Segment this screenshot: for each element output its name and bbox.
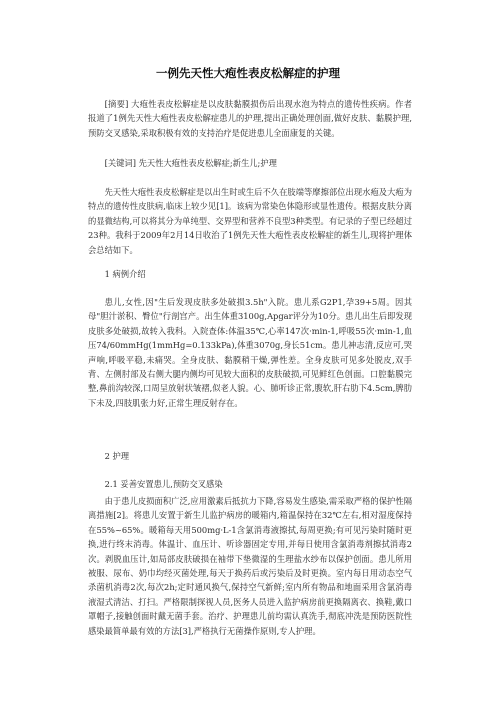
- intro-paragraph: 先天性大疱性表皮松解症是以出生时或生后不久在肢端等摩擦部位出现水疱及大疱为特点的遗传性皮肤病,临床上较少见[1]。该病为常染色体隐形或显性遗传。根据皮肤分离的显微结构,可以将其分为单纯型、交界型和营养不良型3种类型。有记录的子型已经超过23种。我科于2009年2月14日收治了1例先天性大疱性表皮松解症的新生儿,现将护理体会总结如下。: [88, 187, 412, 255]
- section-heading-case: 1 病例介绍: [104, 269, 146, 279]
- subsection-heading-isolation: 2.1 妥善安置患儿,预防交叉感染: [104, 479, 223, 489]
- abstract-paragraph: [摘要] 大疱性表皮松解症是以皮肤黏膜损伤后出现水泡为特点的遗传性疾病。作者报道了1例先天性大疱性表皮松解症患儿的护理,提出正确处理创面,做好皮肤、黏膜护理,预防交叉感染,采取积极有效的支持治疗是促进患儿全面康复的关键。: [88, 99, 412, 138]
- paper-title: 一例先天性大疱性表皮松解症的护理: [156, 66, 340, 80]
- case-paragraph: 患儿,女性,因"生后发现皮肤多处破损3.5h"入院。患儿系G2P1,孕39+5周。因其母"胆汁淤积、臀位"行剖宫产。出生体重3100g,Apgar评分为10分。患儿出生后即发现皮肤多处破损,故转入我科。入院查体:体温35℃,心率147次·min-1,呼吸55次·min-1,血压74/60mmHg(1mmHg=0.133kPa),体重3070g,身长51cm。患儿神志清,反应可,哭声响,呼吸平稳,未痛哭。全身皮肤、黏膜稍干燥,弹性差。全身皮肤可见多处脱皮,双手背、左侧肘部及右侧大腿内侧均可见较大面积的皮肤破损,可见鲜红色创面。口腔黏膜完整,鼻前沟较深,口周呈放射状皱褶,似老人貌。心、肺听诊正常,腹软,肝右肋下4.5cm,脾肋下未及,四肢肌张力好,正常生理反射存在。: [88, 297, 412, 408]
- section-heading-care: 2 护理: [104, 451, 130, 461]
- care-paragraph: 由于患儿皮损面积广泛,应用激素后抵抗力下降,容易发生感染,需采取严格的保护性隔离措施[2]。将患儿安置于新生儿监护病房的暖箱内,箱温保持在32℃左右,相对湿度保持在55%~65%。暖箱每天用500mg·L-1含氯消毒液擦拭,每周更换;有可见污染时随时更换,进行终末消毒。体温计、血压计、听诊器固定专用,并每日使用含氯消毒剂擦拭消毒2次。剥脱血压计,如局部皮肤破损在袖带下垫微湿的生理盐水纱布以保护创面。患儿所用被服、尿布、奶巾均经灭菌处理,每天于换药后或污染后及时更换。室内每日用动态空气杀菌机消毒2次,每次2h;定时通风换气,保持空气新鲜;室内所有物品和地面采用含氯消毒液湿式清洁、打扫。严格限制探视人员,医务人员进入监护病房前更换隔离衣、换鞋,戴口罩帽子,接触创面时戴无菌手套。治疗、护理患儿前均需认真洗手,彻底冲洗是预防医院性感染最简单最有效的方法[3],严格执行无菌操作原则,专人护理。: [88, 496, 412, 636]
- keywords-paragraph: [关键词] 先天性大疱性表皮松解症;新生儿;护理: [104, 158, 277, 168]
